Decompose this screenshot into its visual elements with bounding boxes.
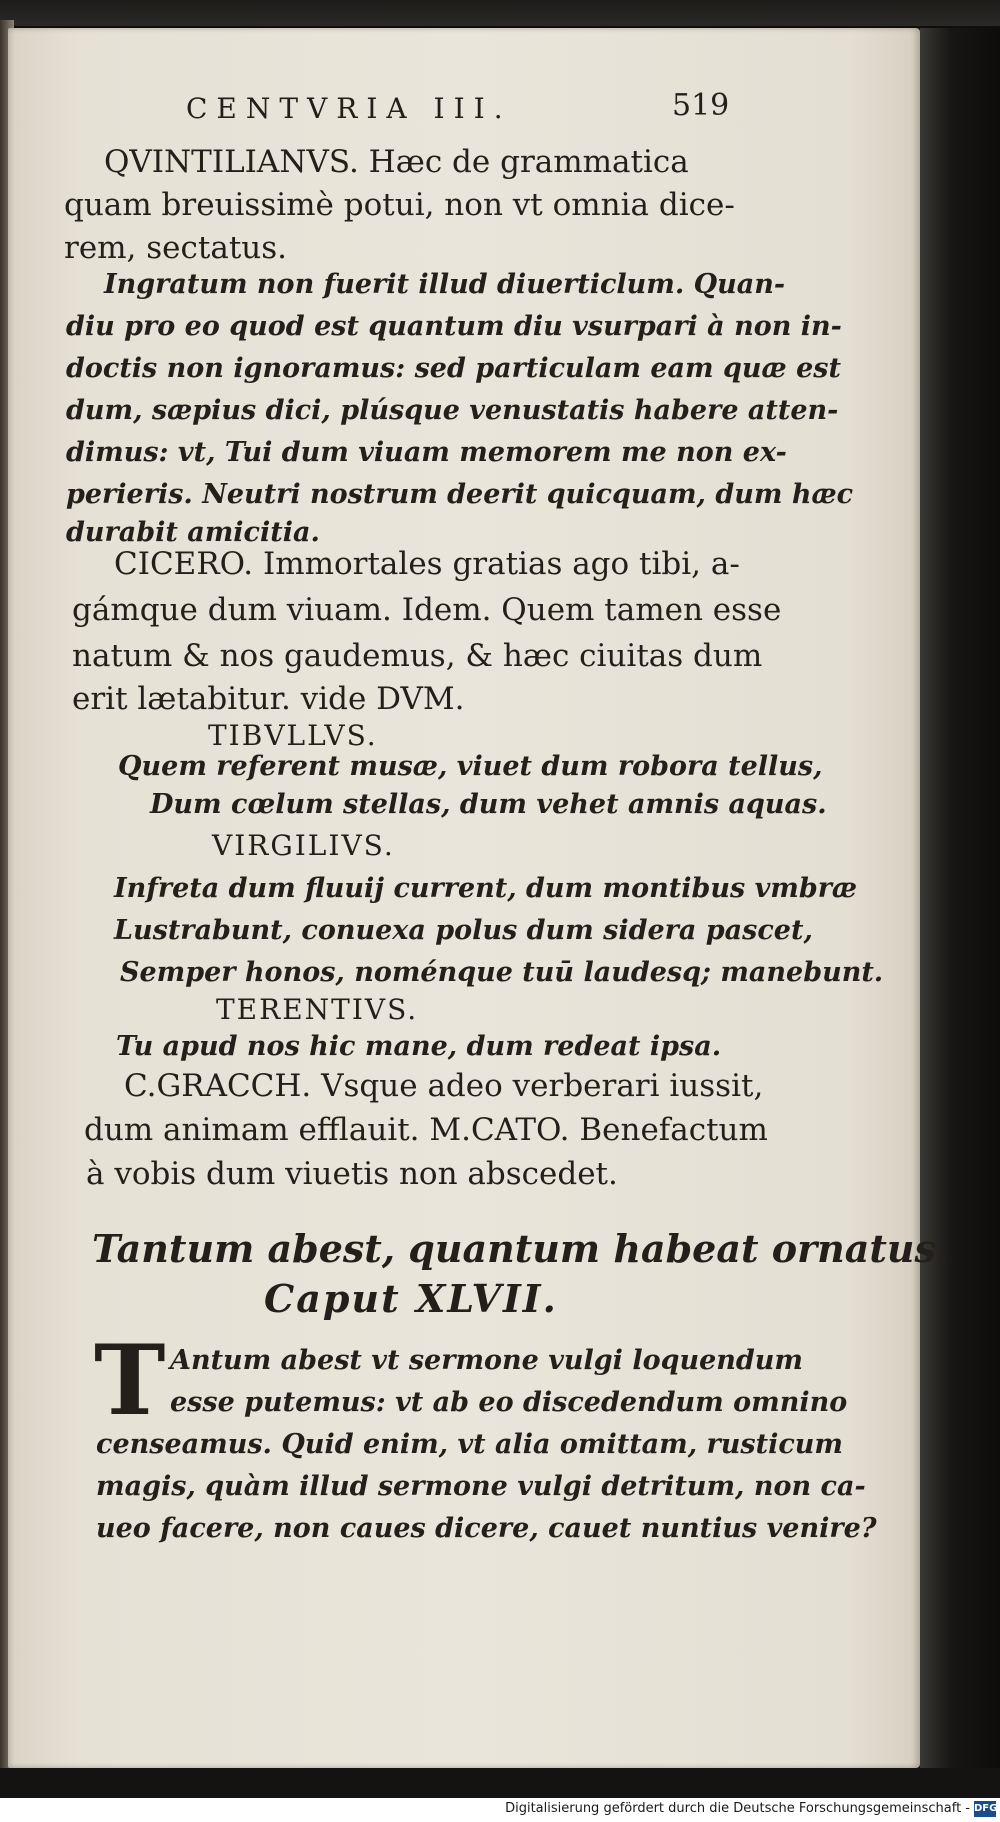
author-name: VIRGILIVS.	[212, 829, 395, 862]
text-line: dimus: vt, Tui dum viuam memorem me non ex-	[66, 437, 787, 468]
text-line: natum & nos gaudemus, & hæc ciuitas dum	[72, 638, 763, 674]
author-name: TERENTIVS.	[216, 993, 419, 1026]
text-line: QVINTILIANVS. Hæc de grammatica	[104, 144, 689, 180]
text-line: rem, sectatus.	[64, 230, 288, 266]
verse-line: Semper honos, noménque tuū laudesq; manebunt.	[120, 957, 884, 988]
text-line: dum animam efflauit. M.CATO. Benefactum	[84, 1112, 768, 1148]
verse-line: Dum cœlum stellas, dum vehet amnis aquas.	[150, 789, 827, 820]
author-name: TIBVLLVS.	[208, 719, 378, 752]
text-line: CICERO. Immortales gratias ago tibi, a-	[114, 546, 740, 582]
chapter-title: Tantum abest, quantum habeat ornatus.	[92, 1226, 950, 1271]
book-gutter-shadow	[920, 28, 1000, 1768]
text-line: magis, quàm illud sermone vulgi detritum, non ca-	[96, 1471, 866, 1502]
drop-cap: T	[94, 1324, 166, 1437]
dfg-logo-icon: DFG	[974, 1801, 996, 1817]
verse-line: Lustrabunt, conuexa polus dum sidera pascet,	[114, 915, 813, 946]
text-line: diu pro eo quod est quantum diu vsurpari à non in-	[66, 311, 842, 342]
text-line: perieris. Neutri nostrum deerit quicquam, dum hæc	[66, 479, 854, 510]
verse-line: Infreta dum fluuij current, dum montibus vmbræ	[114, 873, 858, 904]
scan-top-border	[0, 0, 1000, 26]
footer-credit: Digitalisierung gefördert durch die Deutsche Forschungsgemeinschaft -	[505, 1801, 970, 1816]
scan-bottom-border	[0, 1768, 1000, 1798]
text-line: doctis non ignoramus: sed particulam eam quæ est	[66, 353, 841, 384]
digitization-footer	[0, 1798, 1000, 1822]
running-head: CENTVRIA III.	[186, 92, 512, 125]
verse-line: Quem referent musæ, viuet dum robora tellus,	[118, 751, 823, 782]
verse-line: Tu apud nos hic mane, dum redeat ipsa.	[116, 1031, 722, 1062]
text-line: censeamus. Quid enim, vt alia omittam, rusticum	[96, 1429, 843, 1460]
text-line: durabit amicitia.	[66, 517, 320, 548]
text-line: Antum abest vt sermone vulgi loquendum	[170, 1345, 803, 1376]
page-number: 519	[672, 88, 730, 123]
text-line: quam breuissimè potui, non vt omnia dice-	[64, 187, 735, 223]
text-line: à vobis dum viuetis non abscedet.	[86, 1156, 618, 1192]
text-line: C.GRACCH. Vsque adeo verberari iussit,	[124, 1068, 764, 1104]
text-line: ueo facere, non caues dicere, cauet nuntius venire?	[96, 1513, 877, 1544]
text-line: dum, sæpius dici, plúsque venustatis habere atten-	[66, 395, 839, 426]
text-line: gámque dum viuam. Idem. Quem tamen esse	[72, 592, 782, 628]
chapter-number: Caput XLVII.	[264, 1276, 558, 1321]
text-line: Ingratum non fuerit illud diuerticlum. Quan-	[104, 269, 786, 300]
text-line: esse putemus: vt ab eo discedendum omnino	[170, 1387, 848, 1418]
text-line: erit lætabitur. vide DVM.	[72, 681, 465, 717]
